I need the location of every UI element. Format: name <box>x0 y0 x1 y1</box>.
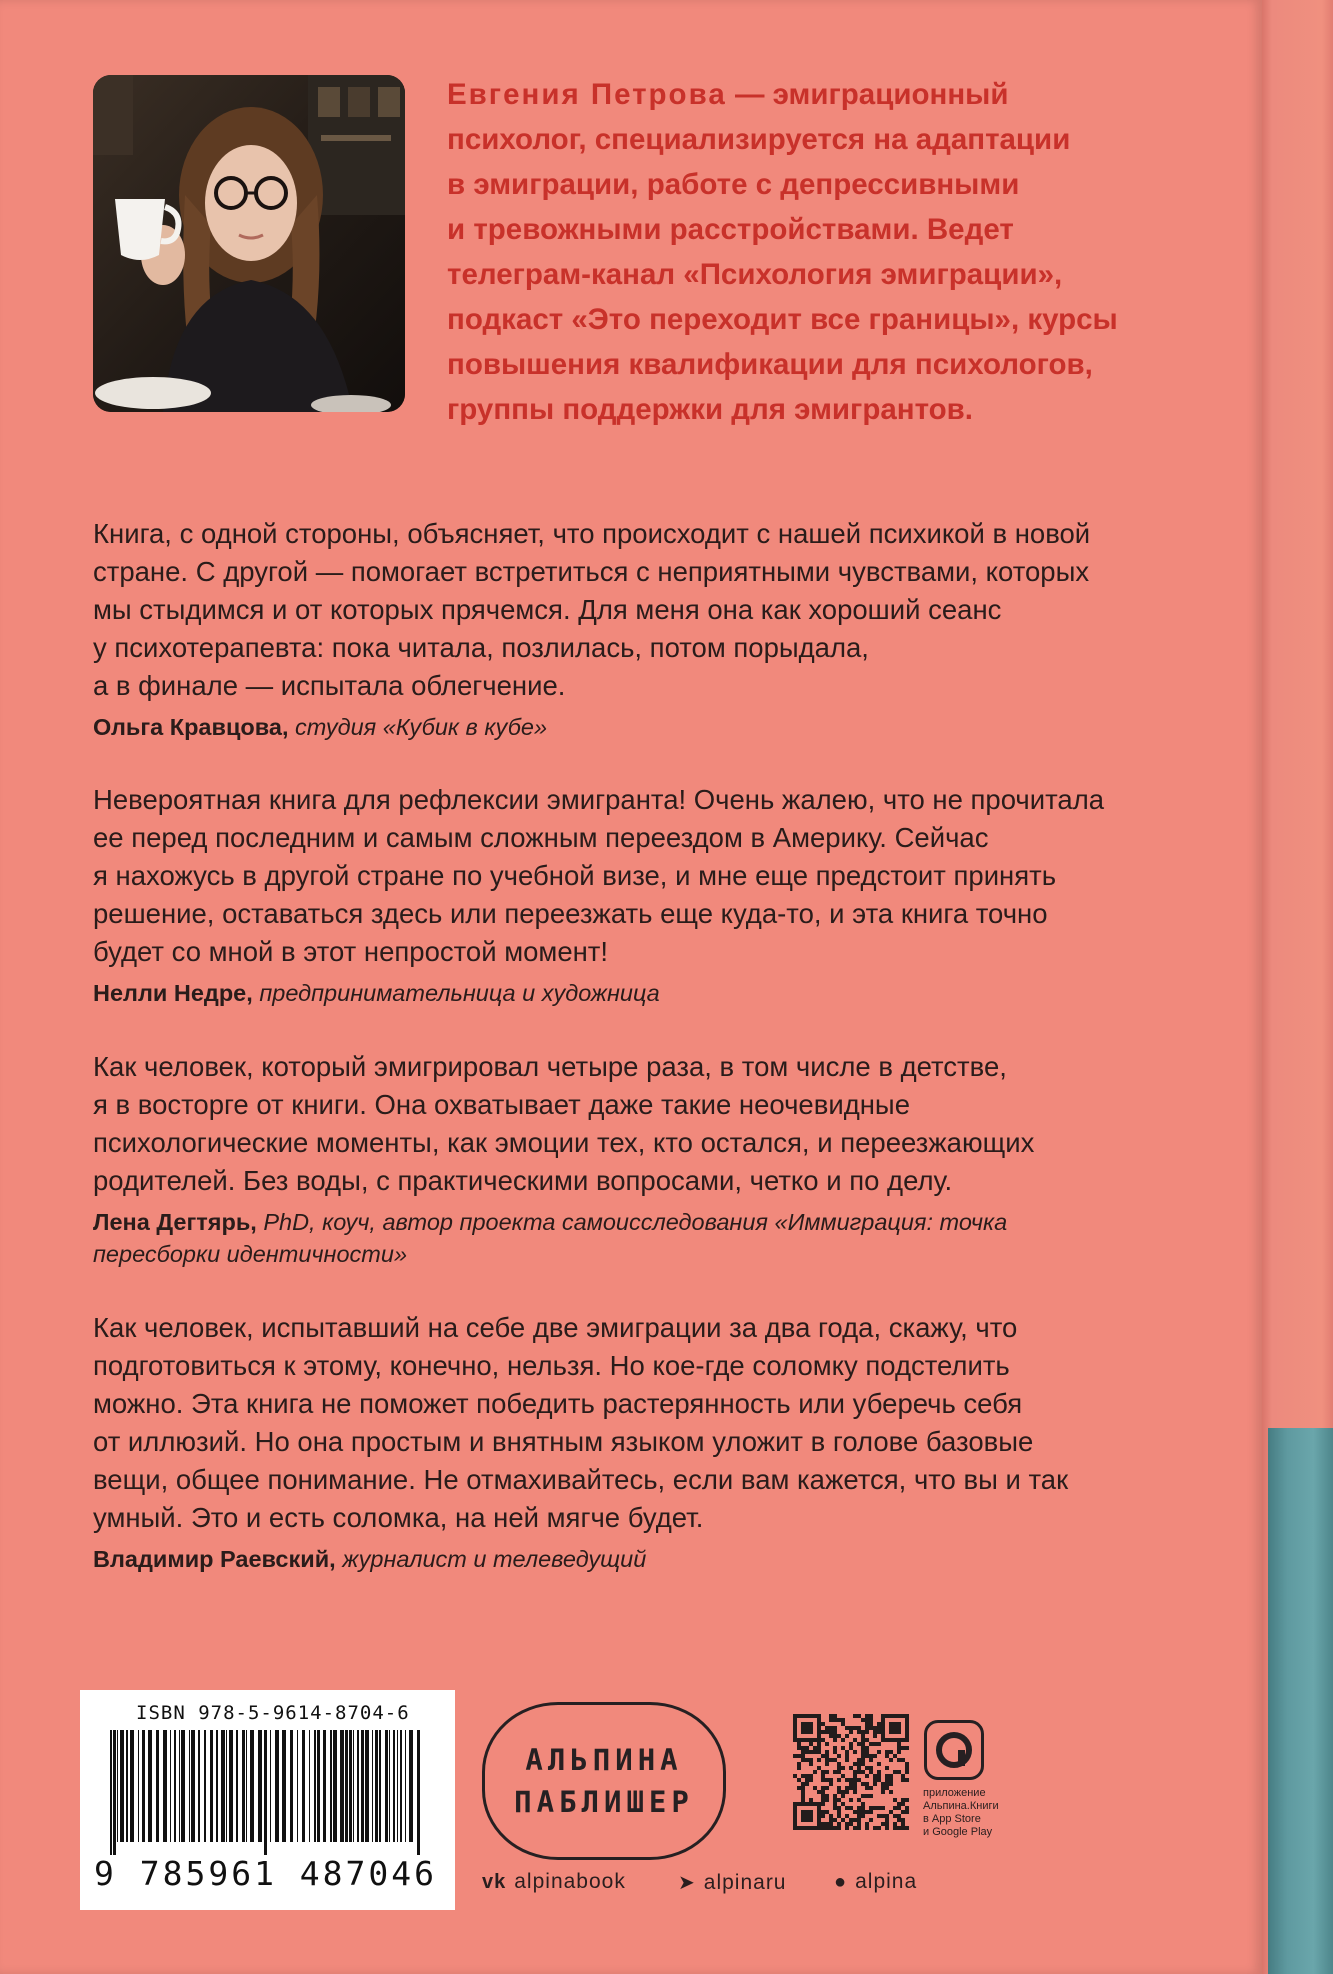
bio-line-6: подкаст «Это переходит все границы», курсы <box>447 303 1118 336</box>
social-vk <box>482 1870 626 1894</box>
logo-line-2: ПАБЛИШЕР <box>514 1785 694 1819</box>
social-handle: alpina <box>855 1870 918 1893</box>
review-author: Ольга Кравцова, <box>93 714 289 740</box>
publisher-logo <box>482 1702 726 1860</box>
app-promo-text: приложение Альпина.Книги в App Store и Google Play <box>923 1787 999 1838</box>
bio-line-5: телеграм-канал «Психология эмиграции», <box>447 258 1063 291</box>
author-name: Евгения Петрова <box>447 78 727 111</box>
vk-icon: vk <box>482 1870 507 1893</box>
review-attribution <box>93 1206 1253 1270</box>
bio-line-8: группы поддержки для эмигрантов. <box>447 393 973 426</box>
review-text: Как человек, испытавший на себе две эмиграции за два года, скажу, что подготовиться к этому, конечно, нельзя. Но кое-где соломку подстелить можно. Эта книга не поможет победить растерянность или уберечь себя от иллюзий. Но она простым и внятным языком уложит в голове базовые вещи, общее понимание. Не отмахивайтесь, если вам кажется, что вы и так умный. Это и есть соломка, на ней мягче будет. <box>93 1312 1069 1533</box>
review-nedre <box>93 781 1253 1009</box>
spine-teal-band <box>1268 1428 1333 1974</box>
review-degtyar <box>93 1048 1253 1270</box>
review-raevsky <box>93 1309 1253 1575</box>
isbn-digits: 9 785961 487046 <box>94 1854 438 1893</box>
bio-line-1: Евгения Петрова — эмиграционный <box>447 78 1009 111</box>
social-alpina <box>834 1870 917 1894</box>
barcode-bars <box>110 1730 425 1855</box>
author-bio <box>447 72 1247 432</box>
review-kravtsova <box>93 515 1253 743</box>
review-author: Владимир Раевский, <box>93 1546 336 1572</box>
review-attribution <box>93 1543 1253 1575</box>
app-logo-icon <box>924 1720 984 1780</box>
review-role: студия «Кубик в кубе» <box>295 714 548 740</box>
isbn-label: ISBN 978-5-9614-8704-6 <box>136 1702 410 1724</box>
bio-line-7: повышения квалификации для психологов, <box>447 348 1093 381</box>
bio-line-3: в эмиграции, работе с депрессивными <box>447 168 1020 201</box>
round-logo-icon: ● <box>834 1870 848 1893</box>
logo-line-1: АЛЬПИНА <box>525 1743 683 1777</box>
review-author: Нелли Недре, <box>93 980 253 1006</box>
review-author: Лена Дегтярь, <box>93 1209 257 1235</box>
review-text: Как человек, который эмигрировал четыре раза, в том числе в детстве, я в восторге от книги. Она охватывает даже такие неочевидные психологические моменты, как эмоции тех, кто остался, и переезжающих родителей. Без воды, с практическими вопросами, четко и по делу. <box>93 1051 1035 1196</box>
review-attribution <box>93 977 1253 1009</box>
telegram-icon: ➤ <box>678 1872 696 1894</box>
social-handle: alpinabook <box>514 1870 626 1893</box>
social-handle: alpinaru <box>703 1870 787 1894</box>
social-telegram <box>678 1870 787 1895</box>
qr-code <box>793 1714 909 1830</box>
author-photo <box>93 75 405 412</box>
bio-line-2: психолог, специализируется на адаптации <box>447 123 1071 156</box>
bio-line-4: и тревожными расстройствами. Ведет <box>447 213 1014 246</box>
isbn-barcode <box>80 1690 455 1910</box>
review-attribution <box>93 711 1253 743</box>
review-role: журналист и телеведущий <box>342 1546 647 1572</box>
review-role: предпринимательница и художница <box>259 980 660 1006</box>
review-role: PhD, коуч, автор проекта самоисследования «Иммиграция: точка пересборки идентичности» <box>93 1209 1008 1267</box>
review-text: Невероятная книга для рефлексии эмигранта! Очень жалею, что не прочитала ее перед последним и самым сложным переездом в Америку. Сейчас я нахожусь в другой стране по учебной визе, и мне еще предстоит принять решение, оставаться здесь или переезжать еще куда-то, и эта книга точно будет со мной в этот непростой момент! <box>93 784 1105 967</box>
review-text: Книга, с одной стороны, объясняет, что происходит с нашей психикой в новой стране. С другой — помогает встретиться с неприятными чувствами, которых мы стыдимся и от которых прячемся. Для меня она как хороший сеанс у психотерапевта: пока читала, позлилась, потом порыдала, а в финале — испытала облегчение. <box>93 518 1091 701</box>
